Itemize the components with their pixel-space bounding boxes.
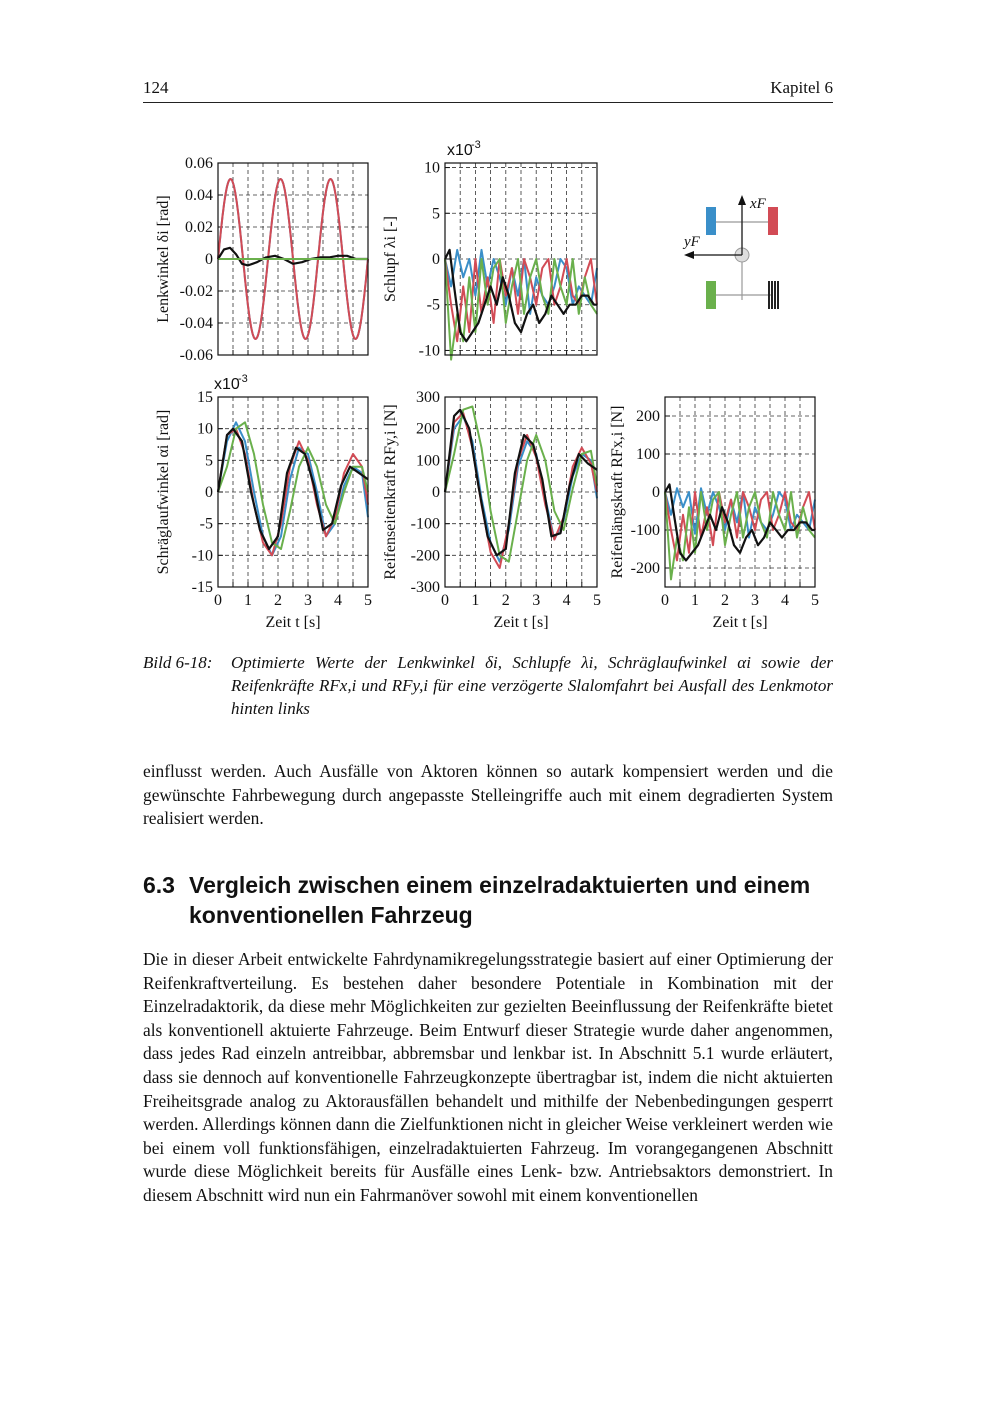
reifenlaengskraft-ytick-label: 200 [636,408,660,425]
figure-plots [140,135,840,640]
reifenseitenkraft-xlabel: Zeit t [s] [493,614,549,631]
wheel-rear-right [777,281,779,309]
reifenseitenkraft-ytick-label: -100 [410,515,440,533]
schraeglauf-ytick-label: 15 [197,389,213,406]
lenkwinkel-ytick-label: 0.06 [185,155,213,172]
schlupf-ytick-label: 10 [424,159,440,177]
y-axis-label: yF [684,234,700,250]
reifenseitenkraft-ytick-label: 200 [416,420,440,438]
reifenseitenkraft-xtick-label: 5 [593,592,601,609]
page-number: 124 [143,78,169,97]
schlupf-ytick-label: 0 [432,251,440,268]
schraeglauf-ytick-label: 10 [197,420,213,438]
schraeglauf-ytick-label: -15 [191,579,213,596]
schraeglauf-multiplier-exp: -3 [238,373,248,385]
reifenseitenkraft-xtick-label: 0 [441,592,449,609]
wheel-front-left [706,207,716,235]
reifenseitenkraft-xtick-label: 2 [501,592,510,609]
reifenseitenkraft-xtick-label: 3 [532,592,541,609]
reifenlaengskraft-xtick-label: 1 [691,592,699,609]
page-header [143,78,833,103]
reifenseitenkraft-ytick-label: -300 [410,579,440,596]
reifenseitenkraft-ytick-label: 0 [432,484,440,501]
reifenseitenkraft-ytick-label: 300 [416,389,440,406]
x-arrow-head-icon [738,195,746,205]
section-heading [143,870,833,930]
reifenlaengskraft-xtick-label: 0 [661,592,669,609]
figure-6-18 [140,135,840,640]
schlupf-ytick-label: -10 [418,342,440,360]
reifenlaengskraft-ytick-label: -200 [630,560,660,577]
section-title: Vergleich zwischen einem einzelradaktuierten und einem konventionellen Fahrzeug [189,872,811,928]
reifenlaengskraft-ytick-label: 0 [652,484,660,501]
schraeglauf-xtick-label: 5 [364,592,372,609]
figure-caption [143,651,833,720]
schlupf-ylabel: Schlupf λi [-] [382,216,399,302]
reifenlaengskraft-xtick-label: 4 [781,592,789,609]
schraeglauf-xtick-label: 0 [214,592,222,609]
schraeglauf-ytick-label: 0 [205,484,213,501]
lenkwinkel-ytick-label: 0.04 [185,187,213,204]
paragraph-intro: einflusst werden. Auch Ausfälle von Aktoren können so autark kompensiert werden und die gewünschte Fahrbewegung durch angepasste Stelleingriffe auch mit einem degradierten System realisiert werden. [143,761,833,829]
wheel-rear-right [771,281,773,309]
schraeglauf-xtick-label: 2 [274,592,282,609]
reifenseitenkraft-ylabel: Reifenseitenkraft RFy,i [N] [382,404,399,580]
chapter-label: Kapitel 6 [770,78,833,97]
schlupf-multiplier: x10 [447,142,473,159]
reifenlaengskraft-ytick-label: 100 [636,446,660,463]
lenkwinkel-ylabel: Lenkwinkel δi [rad] [155,195,172,323]
schlupf-ytick-label: 5 [432,205,440,223]
reifenlaengskraft-xtick-label: 3 [751,592,759,609]
caption-text: Optimierte Werte der Lenkwinkel δi, Schlupfe λi, Schräglaufwinkel αi sowie der Reifenkräfte RFx,i und RFy,i für eine verzögerte Slalomfahrt bei Ausfall des Lenkmotor hinten links [231,653,833,718]
schraeglauf-xlabel: Zeit t [s] [265,614,321,631]
schraeglauf-ytick-label: -5 [199,515,213,533]
reifenlaengskraft-xtick-label: 5 [811,592,819,609]
schraeglauf-ytick-label: -10 [191,547,213,565]
section-number: 6.3 [143,872,175,898]
schraeglauf-xtick-label: 3 [304,592,312,609]
lenkwinkel-ytick-label: -0.04 [179,315,213,332]
lenkwinkel-ytick-label: 0 [205,251,213,268]
reifenlaengskraft-xtick-label: 2 [721,592,729,609]
wheel-rear-right [774,281,776,309]
lenkwinkel-ytick-label: 0.02 [185,219,213,236]
schraeglauf-ylabel: Schräglaufwinkel αi [rad] [155,409,172,575]
reifenseitenkraft-ytick-label: 100 [416,452,440,470]
reifenseitenkraft-xtick-label: 1 [471,592,480,609]
reifenseitenkraft-xtick-label: 4 [562,592,571,609]
wheel-rear-left [706,281,716,309]
reifenlaengskraft-ylabel: Reifenlängskraft RFx,i [N] [609,405,626,579]
caption-label: Bild 6-18: [143,653,213,672]
reifenseitenkraft-ytick-label: -200 [410,547,440,565]
lenkwinkel-ytick-label: -0.02 [179,283,213,300]
reifenlaengskraft-xlabel: Zeit t [s] [712,614,768,631]
schraeglauf-ytick-label: 5 [205,452,213,470]
schraeglauf-multiplier: x10 [214,376,240,393]
y-arrow-head-icon [684,251,694,259]
schlupf-ytick-label: -5 [426,296,440,314]
schraeglauf-xtick-label: 4 [334,592,342,609]
lenkwinkel-ytick-label: -0.06 [179,347,213,364]
schraeglauf-xtick-label: 1 [244,592,252,609]
paragraph-main: Die in dieser Arbeit entwickelte Fahrdynamikregelungsstrategie basiert auf einer Optimierung der Reifenkraftverteilung. Es bestehen daher besondere Potentiale in Kombination mit der Einzelradaktorik, da diese mehr Möglichkeiten zur gezielten Beeinflussung der Reifenkräfte bietet als konventionell aktuierte Fahrzeuge. Beim Entwurf dieser Strategie wurde daher angenommen, dass jedes Rad einzeln antreibbar, abbremsbar und lenkbar ist. In Abschnitt 5.1 wurde erläutert, dass sie dennoch auf konventionelle Fahrzeugkonzepte übertragbar ist, indem die nicht aktuierten Freiheitsgrade analog zu Aktorausfällen behandelt und mithilfe der Nebenbedingungen gesperrt werden. Allerdings können dann die Zielfunktionen nicht in gleicher Weise verkleinert werden wie bei einem voll funktionsfähigen, einzelradaktuierten Fahrzeug. Im vorangegangenen Abschnitt wurde diese Möglichkeit bereits für Ausfälle eines Lenk- bzw. Antriebsaktors demonstriert. In diesem Abschnitt wird nun ein Fahrmanöver sowohl mit einem konventionellen [143,949,833,1205]
wheel-front-right [768,207,778,235]
reifenlaengskraft-ytick-label: -100 [630,522,660,539]
schlupf-multiplier-exp: -3 [471,139,481,151]
wheel-rear-right [768,281,770,309]
x-axis-label: xF [750,196,766,212]
